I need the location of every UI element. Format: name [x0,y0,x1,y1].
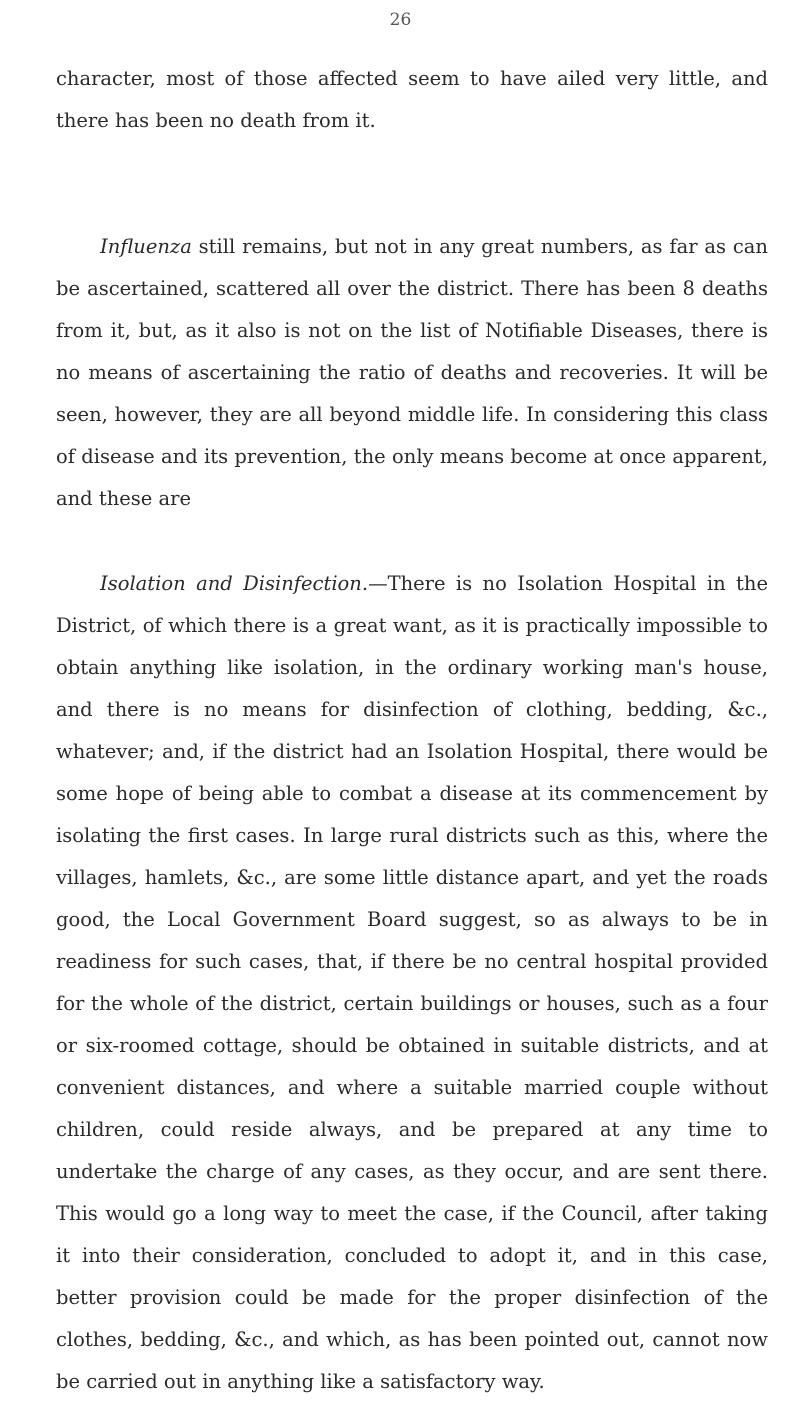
influenza-heading: Influenza [100,235,192,258]
paragraph-body [56,226,768,520]
isolation-heading: Isolation and Disinfection. [100,572,369,595]
paragraph-body [56,563,768,1403]
paragraph-text: still remains, but not in any great numbers, as far as can be ascertained, scattered all over the district. There has been 8 deaths from it, but, as it also is not on the list of Notifiable Diseases, there is no means of ascertaining the ratio of deaths and recoveries. It will be seen, however, they are all beyond middle life. In considering this class of disease and its prevention, the only means become at once apparent, and these are [56,235,768,510]
paragraph-text: character, most of those affected seem to have ailed very little, and there has been no death from it. [56,67,768,132]
paragraph-continuation [56,58,768,142]
paragraph-isolation-disinfection [56,563,768,1403]
paragraph-text: —There is no Isolation Hospital in the District, of which there is a great want, as it is practically impossible to obtain anything like isolation, in the ordinary working man's house, and there is no means for disinfection of clothing, bedding, &c., whatever; and, if the district had an Isolation Hospital, there would be some hope of being able to combat a disease at its commencement by isolating the first cases. In large rural districts such as this, where the villages, hamlets, &c., are some little distance apart, and yet the roads good, the Local Government Board suggest, so as always to be in readiness for such cases, that, if there be no central hospital provided for the whole of the district, certain buildings or houses, such as a four or six-roomed cottage, should be obtained in suitable districts, and at convenient distances, and where a suitable married couple without children, could reside always, and be prepared at any time to undertake the charge of any cases, as they occur, and are sent there. This would go a long way to meet the case, if the Council, after taking it into their consideration, concluded to adopt it, and in this case, better provision could be made for the proper disinfection of the clothes, bedding, &c., and which, as has been pointed out, cannot now be carried out in anything like a satisfactory way. [56,572,768,1393]
page-number: 26 [389,10,412,30]
paragraph-influenza [56,226,768,520]
